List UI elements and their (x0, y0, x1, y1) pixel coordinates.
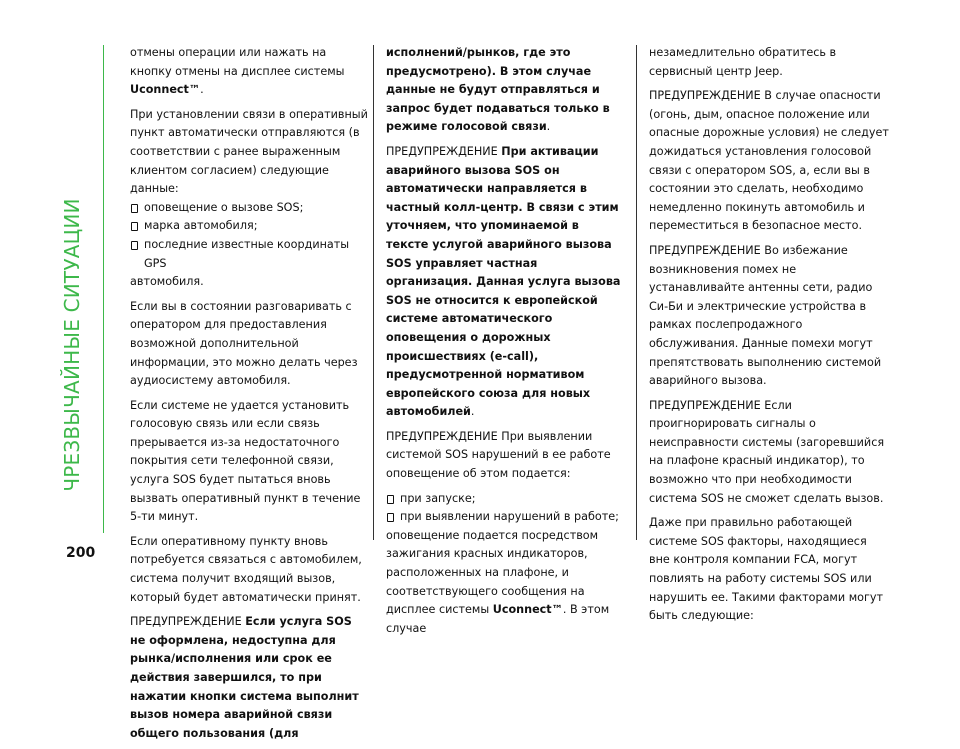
text: отмены операции или нажать на кнопку отмены на дисплее системы (130, 46, 345, 78)
column-divider-2 (636, 45, 637, 540)
section-divider (103, 45, 104, 533)
warning-text: исполнений/рынков, где это предусмотрено). В этом случае данные не будут отправляться и запрос будет подаваться только в режиме голосовой связи (386, 46, 610, 134)
data-list (130, 199, 370, 273)
brand-name: Uconnect™ (492, 603, 563, 617)
warning-paragraph (130, 613, 370, 743)
paragraph: ПРЕДУПРЕЖДЕНИЕ В случае опасности (огонь, дым, опасное положение или опасные дорожные условия) не следует дожидаться установления голосовой связи с оператором SOS, а, если вы в состоянии это сделать, необходимо немедленно покинуть автомобиль и переместиться в безопасное место. (649, 89, 889, 233)
list-item: оповещение о вызове SOS; (130, 199, 370, 218)
paragraph (130, 44, 370, 100)
warning-paragraph (386, 143, 622, 422)
paragraph: незамедлительно обратитесь в сервисный центр Jeep. (649, 46, 837, 78)
page-number: 200 (66, 545, 96, 561)
warning-label: ПРЕДУПРЕЖДЕНИЕ (130, 615, 246, 629)
list-item: при запуске; (386, 490, 622, 509)
paragraph: При установлении связи в оперативный пункт автоматически отправляются (в соответствии с ранее выраженным клиентом согласием) следующие данные: (130, 107, 368, 196)
warning-paragraph (386, 44, 622, 137)
text: . (470, 405, 475, 419)
paragraph: Даже при правильно работающей системе SOS факторы, находящиеся вне контроля компании FCA, могут повлиять на работу системы SOS или нарушить ее. Такими факторами могут быть следующие: (649, 516, 883, 623)
paragraph: Если вы в состоянии разговаривать с оператором для предоставления возможной дополнительной информации, это можно делать через аудиосистему автомобиля. (130, 299, 358, 388)
paragraph: Если оперативному пункту вновь потребуется связаться с автомобилем, система получит входящий вызов, который будет автоматически принят. (130, 534, 362, 604)
text: . (546, 120, 551, 134)
paragraph: Если системе не удается установить голосовую связь или если связь прерывается из-за недостаточного покрытия сети телефонной связи, услуга SOS будет пытаться вновь вызвать оперативный пункт в течение 5-ти минут. (130, 398, 361, 524)
list-item: марка автомобиля; (130, 217, 370, 236)
paragraph: автомобиля. (130, 275, 204, 289)
section-title: ЧРЕЗВЫЧАЙНЫЕ СИТУАЦИИ (60, 198, 84, 492)
column-divider-1 (373, 45, 374, 540)
text: . (200, 83, 204, 97)
warning-label: ПРЕДУПРЕЖДЕНИЕ (386, 144, 502, 158)
column-1 (130, 44, 370, 749)
warning-text: Если услуга SOS не оформлена, недоступна для рынка/исполнения или срок ее действия завершился, то при нажатии кнопки система выполнит вызов номера аварийной связи общего пользования (для (130, 615, 359, 740)
paragraph: ПРЕДУПРЕЖДЕНИЕ При выявлении системой SOS нарушений в ее работе оповещение об этом подается: (386, 429, 611, 481)
list-item: последние известные координаты GPS (130, 236, 370, 273)
column-3 (649, 44, 889, 632)
paragraph: ПРЕДУПРЕЖДЕНИЕ Если проигнорировать сигналы о неисправности системы (загоревшийся на плафоне красный индикатор), то возможно что при необходимости система SOS не сможет сделать вызов. (649, 398, 885, 505)
brand-name: Uconnect™ (130, 83, 201, 97)
list-item: при выявлении нарушений в работе; (386, 508, 622, 527)
paragraph: ПРЕДУПРЕЖДЕНИЕ Во избежание возникновения помех не устанавливайте антенны сети, радио Си-Би и электрические устройства в рамках послепродажного обслуживания. Данные помехи могут препятствовать выполнению системой аварийного вызова. (649, 243, 882, 388)
text: оповещение подается посредством зажигания красных индикаторов, расположенных на плафоне, и соответствующего сообщения на дисплее системы (386, 528, 599, 617)
warning-text: При активации аварийного вызова SOS он автоматически направляется в частный колл-центр. В связи с этим уточняем, что упоминаемой в тексте услугой аварийного вызова SOS управляет частная организация. Данная услуга вызова SOS не относится к европейской системе автоматического оповещения о дорожных происшествиях (e-call), предусмотренной нормативом европейского союза для новых автомобилей (386, 144, 621, 419)
paragraph (386, 527, 622, 639)
text: . В этом случае (386, 603, 610, 635)
notification-list (386, 490, 622, 527)
column-2 (386, 44, 622, 644)
